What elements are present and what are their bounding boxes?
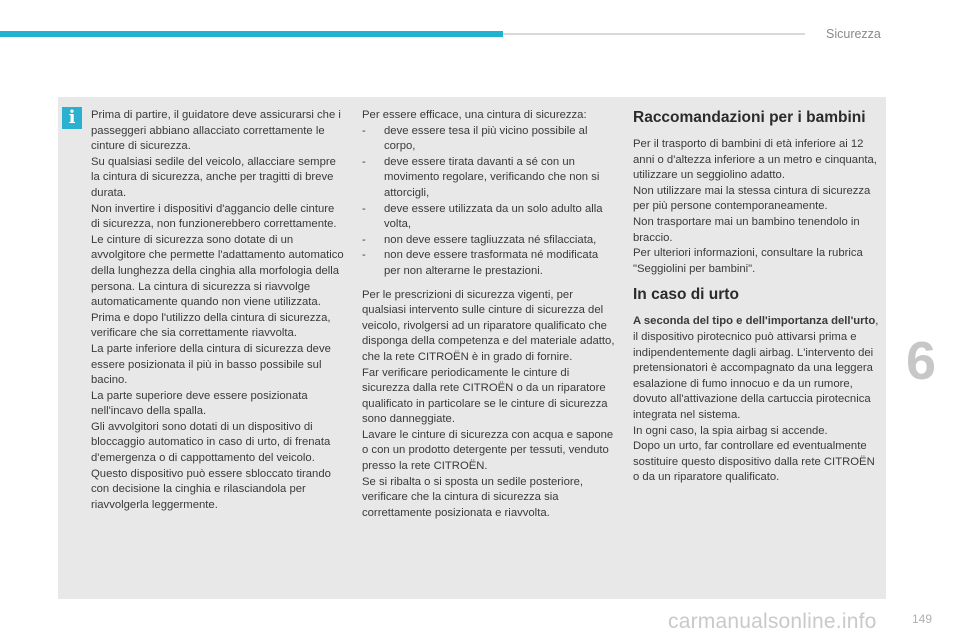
list-item — [362, 248, 617, 279]
list-intro: Per essere efficace, una cintura di sicurezza: — [362, 109, 587, 121]
paragraph: La parte inferiore della cintura di sicurezza deve essere posizionata il più in basso possibile sul bacino. — [91, 342, 331, 387]
info-icon: i — [62, 107, 82, 129]
column-general-info — [91, 108, 346, 513]
page-number: 149 — [912, 612, 933, 626]
paragraph: Se si ribalta o si sposta un sedile posteriore, verificare che la cintura di sicurezza sia correttamente posizionata e riavvolta. — [362, 475, 584, 519]
list-item-text: deve essere tirata davanti a sé con un movimento regolare, verificando che non si attorcigli, — [384, 155, 600, 199]
dash-bullet: - — [362, 233, 366, 246]
dash-bullet: - — [362, 249, 366, 262]
list-item-text: deve essere utilizzata da un solo adulto alla volta, — [384, 202, 603, 231]
list-item — [362, 202, 617, 233]
paragraph: In ogni caso, la spia airbag si accende. — [633, 424, 828, 437]
paragraph: Per le prescrizioni di sicurezza vigenti, per qualsiasi intervento sulle cinture di sicurezza del veicolo, rivolgersi ad un riparatore qualificato che disponga della competenza e del materiale adatto, che la rete CITROËN è in grado di fornire. — [362, 288, 615, 363]
paragraph — [633, 314, 883, 423]
paragraph: Non utilizzare mai la stessa cintura di sicurezza per più persone contemporaneamente. — [633, 184, 871, 213]
list-item — [362, 124, 617, 155]
dash-bullet: - — [362, 202, 366, 215]
paragraph: Far verificare periodicamente le cinture di sicurezza dalla rete CITROËN o da un riparatore qualificato in particolare se le cinture di sicurezza sono danneggiate. — [362, 366, 608, 426]
heading-crash: In caso di urto — [633, 286, 739, 304]
list-item — [362, 233, 617, 249]
chapter-number: 6 — [906, 331, 937, 391]
paragraph: Le cinture di sicurezza sono dotate di un avvolgitore che permette l'adattamento automatico della lunghezza della cinghia alla morfologia della persona. La cintura di sicurezza si riavvolge automaticamente quando non viene utilizzata. — [91, 233, 344, 309]
paragraph: Per il trasporto di bambini di età inferiore ai 12 anni o d'altezza inferiore a un metro e cinquanta, utilizzare un seggiolino adatto. — [633, 138, 877, 182]
paragraph-rest: , il dispositivo pirotecnico può attivarsi prima e indipendentemente dagli airbag. L'intervento dei pretensionatori è accompagnato da una leggera esalazione di fumo innocuo e da un rumore, dovuto all'attivazione della cartuccia pirotecnica integrata nel sistema. — [633, 315, 879, 421]
list-item-text: deve essere tesa il più vicino possibile al corpo, — [384, 124, 588, 153]
paragraph: Su qualsiasi sedile del veicolo, allacciare sempre la cintura di sicurezza, anche per tragitti di breve durata. — [91, 155, 336, 199]
paragraph: Non trasportare mai un bambino tenendolo in braccio. — [633, 215, 860, 244]
paragraph: Prima e dopo l'utilizzo della cintura di sicurezza, verificare che sia correttamente riavvolta. — [91, 311, 331, 340]
section-title: Sicurezza — [826, 27, 881, 41]
paragraph: Prima di partire, il guidatore deve assicurarsi che i passeggeri abbiano allacciato correttamente le cinture di sicurezza. — [91, 109, 341, 153]
header-rule — [503, 33, 805, 35]
bold-lead: A seconda del tipo e dell'importanza dell'urto — [633, 315, 876, 328]
header-accent-bar — [0, 31, 503, 37]
column-children-and-crash — [633, 108, 883, 486]
paragraph: Lavare le cinture di sicurezza con acqua e sapone o con un prodotto detergente per tessuti, venduto presso la rete CITROËN. — [362, 428, 614, 473]
paragraph: Per ulteriori informazioni, consultare la rubrica "Seggiolini per bambini". — [633, 247, 863, 275]
list-item-text: non deve essere tagliuzzata né sfilacciata, — [384, 233, 597, 246]
paragraph: Non invertire i dispositivi d'aggancio delle cinture di sicurezza, non funzionerebbero correttamente. — [91, 202, 337, 231]
heading-children: Raccomandazioni per i bambini — [633, 109, 866, 126]
list-item-text: non deve essere trasformata né modificata per non alterarne le prestazioni. — [384, 249, 599, 277]
watermark: carmanualsonline.info — [668, 610, 877, 633]
requirements-list — [362, 124, 617, 280]
paragraph: Gli avvolgitori sono dotati di un dispositivo di bloccaggio automatico in caso di urto, di frenata d'emergenza o di cappottamento del veicolo. Questo dispositivo può essere sbloccato tirando con decisione la cinghia e rilasciandola per riavvolgerla leggermente. — [91, 420, 331, 511]
list-item — [362, 155, 617, 202]
column-belt-requirements — [362, 108, 617, 521]
spacer — [362, 280, 617, 288]
paragraph: La parte superiore deve essere posizionata nell'incavo della spalla. — [91, 389, 308, 418]
dash-bullet: - — [362, 155, 366, 168]
dash-bullet: - — [362, 124, 366, 137]
paragraph: Dopo un urto, far controllare ed eventualmente sostituire questo dispositivo dalla rete CITROËN o da un riparatore qualificato. — [633, 440, 875, 484]
